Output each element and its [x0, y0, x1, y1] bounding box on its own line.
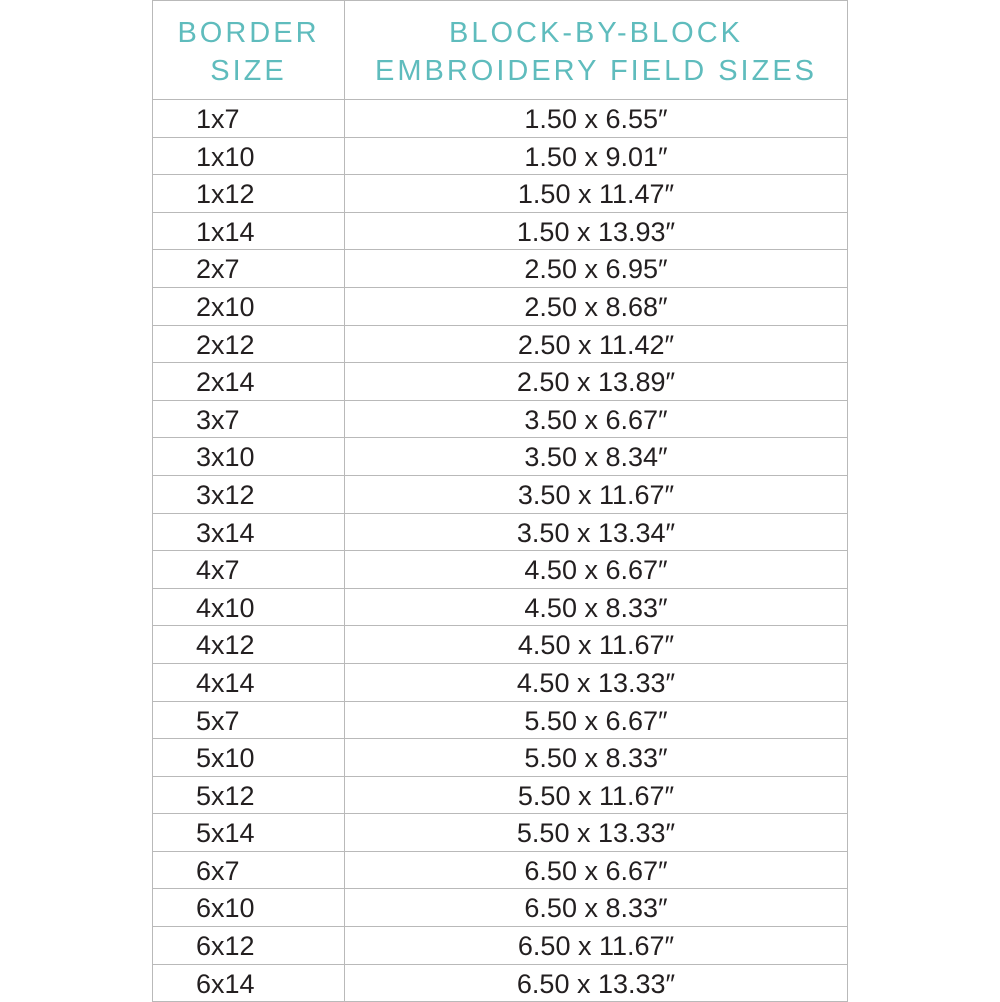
- table-row: [153, 137, 848, 175]
- table-row: [153, 325, 848, 363]
- table-row: [153, 739, 848, 777]
- field-size-cell: 6.50 x 8.33″: [345, 889, 848, 927]
- border-size-cell: 6x14: [153, 964, 345, 1002]
- border-size-cell: 4x12: [153, 626, 345, 664]
- border-size-cell: 3x14: [153, 513, 345, 551]
- table-body: [153, 100, 848, 1002]
- border-size-cell: 4x10: [153, 588, 345, 626]
- border-size-cell: 5x10: [153, 739, 345, 777]
- border-size-cell: 2x10: [153, 287, 345, 325]
- field-size-cell: 5.50 x 6.67″: [345, 701, 848, 739]
- field-size-cell: 4.50 x 8.33″: [345, 588, 848, 626]
- table-row: [153, 212, 848, 250]
- field-sizes-header-line: BLOCK-BY-BLOCK: [449, 17, 743, 49]
- border-size-cell: 3x10: [153, 438, 345, 476]
- field-size-cell: 6.50 x 13.33″: [345, 964, 848, 1002]
- border-size-cell: 1x10: [153, 137, 345, 175]
- border-size-cell: 3x12: [153, 475, 345, 513]
- table-row: [153, 663, 848, 701]
- field-size-cell: 4.50 x 11.67″: [345, 626, 848, 664]
- table-row: [153, 287, 848, 325]
- border-size-cell: 4x14: [153, 663, 345, 701]
- table-row: [153, 250, 848, 288]
- field-size-cell: 4.50 x 6.67″: [345, 551, 848, 589]
- field-size-cell: 2.50 x 11.42″: [345, 325, 848, 363]
- table-row: [153, 851, 848, 889]
- border-size-cell: 2x12: [153, 325, 345, 363]
- table-row: [153, 400, 848, 438]
- field-size-cell: 2.50 x 13.89″: [345, 363, 848, 401]
- field-size-cell: 3.50 x 11.67″: [345, 475, 848, 513]
- field-size-cell: 6.50 x 11.67″: [345, 927, 848, 965]
- field-size-cell: 5.50 x 13.33″: [345, 814, 848, 852]
- border-size-cell: 5x14: [153, 814, 345, 852]
- table-row: [153, 776, 848, 814]
- table-row: [153, 475, 848, 513]
- border-size-cell: 6x12: [153, 927, 345, 965]
- field-size-cell: 5.50 x 11.67″: [345, 776, 848, 814]
- table-row: [153, 363, 848, 401]
- field-size-cell: 6.50 x 6.67″: [345, 851, 848, 889]
- table-row: [153, 438, 848, 476]
- border-size-cell: 2x14: [153, 363, 345, 401]
- field-size-cell: 3.50 x 6.67″: [345, 400, 848, 438]
- border-size-header-line: BORDER: [177, 17, 320, 49]
- table-row: [153, 100, 848, 138]
- field-size-cell: 1.50 x 11.47″: [345, 175, 848, 213]
- field-sizes-header: [345, 1, 848, 100]
- field-size-cell: 1.50 x 6.55″: [345, 100, 848, 138]
- field-size-cell: 2.50 x 6.95″: [345, 250, 848, 288]
- field-size-cell: 2.50 x 8.68″: [345, 287, 848, 325]
- table-row: [153, 175, 848, 213]
- border-size-cell: 5x12: [153, 776, 345, 814]
- border-size-cell: 2x7: [153, 250, 345, 288]
- border-size-cell: 1x12: [153, 175, 345, 213]
- border-size-cell: 4x7: [153, 551, 345, 589]
- field-size-cell: 4.50 x 13.33″: [345, 663, 848, 701]
- table-row: [153, 551, 848, 589]
- table-row: [153, 701, 848, 739]
- table-header: [153, 1, 848, 100]
- header-row: [153, 1, 848, 100]
- embroidery-size-table: [152, 0, 848, 1002]
- border-size-cell: 3x7: [153, 400, 345, 438]
- table-row: [153, 626, 848, 664]
- table-row: [153, 588, 848, 626]
- border-size-cell: 1x7: [153, 100, 345, 138]
- border-size-cell: 6x7: [153, 851, 345, 889]
- border-size-header-line: SIZE: [210, 55, 287, 87]
- border-size-cell: 5x7: [153, 701, 345, 739]
- field-size-cell: 1.50 x 9.01″: [345, 137, 848, 175]
- border-size-header: [153, 1, 345, 100]
- field-size-cell: 3.50 x 13.34″: [345, 513, 848, 551]
- table-row: [153, 889, 848, 927]
- field-size-cell: 1.50 x 13.93″: [345, 212, 848, 250]
- table-row: [153, 814, 848, 852]
- table-row: [153, 964, 848, 1002]
- field-sizes-header-line: EMBROIDERY FIELD SIZES: [374, 55, 818, 87]
- border-size-cell: 6x10: [153, 889, 345, 927]
- table-row: [153, 927, 848, 965]
- field-size-cell: 3.50 x 8.34″: [345, 438, 848, 476]
- field-size-cell: 5.50 x 8.33″: [345, 739, 848, 777]
- table-row: [153, 513, 848, 551]
- border-size-cell: 1x14: [153, 212, 345, 250]
